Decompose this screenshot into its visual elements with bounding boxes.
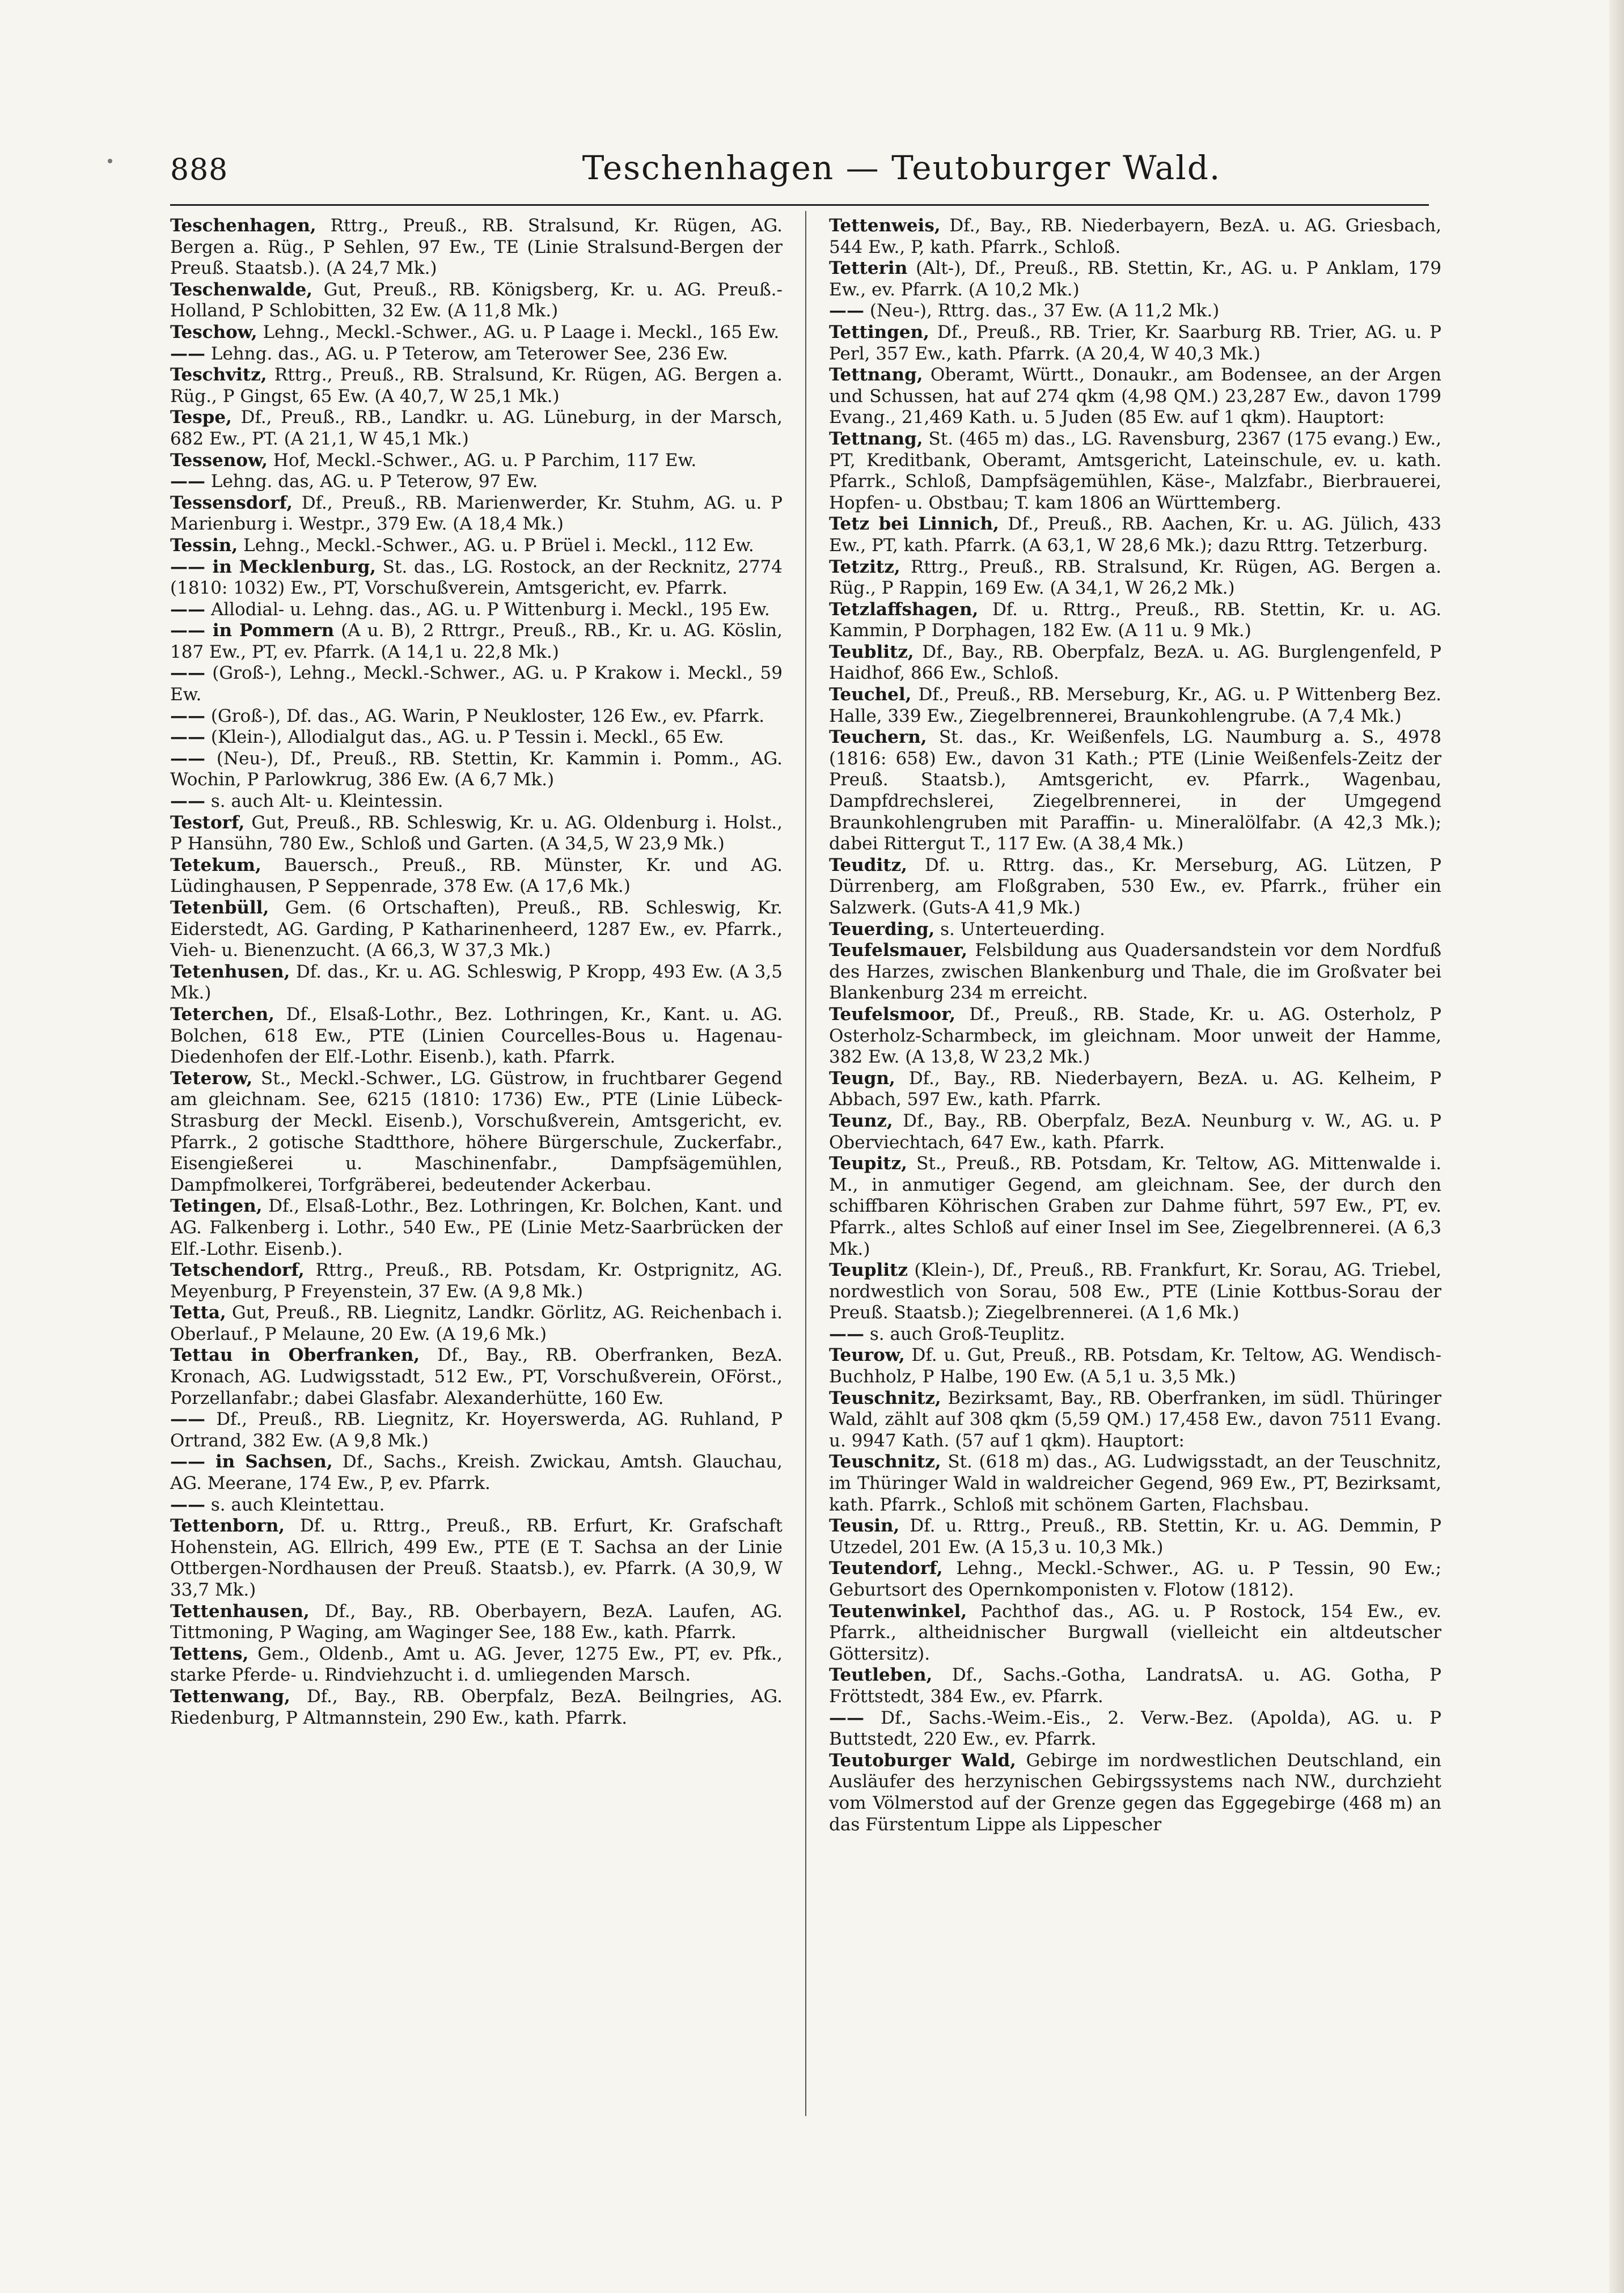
entry-headword: Tettens, <box>170 1643 249 1664</box>
dictionary-entry <box>170 1004 783 1068</box>
entry-headword: Tetenhusen, <box>170 961 290 982</box>
entry-headword: —— <box>170 1409 205 1430</box>
entry-headword: Tetschendorf, <box>170 1260 304 1281</box>
dictionary-entry <box>829 1068 1441 1111</box>
dictionary-entry <box>829 1004 1441 1068</box>
dictionary-entry <box>170 898 783 962</box>
entry-text: Df., Preuß., RB. Marienwerder, Kr. Stuhm, AG. u. P Marienburg i. Westpr., 379 Ew. (A 18,4 Mk.) <box>170 492 783 535</box>
entry-headword: Tetzlaffshagen, <box>829 599 979 620</box>
dictionary-entry <box>170 557 783 599</box>
entry-text: (Klein-), Allodialgut das., AG. u. P Tessin i. Meckl., 65 Ew. <box>205 727 724 748</box>
dictionary-entry <box>170 1068 783 1196</box>
entry-headword: Tetenbüll, <box>170 898 269 918</box>
entry-text: St. das., Kr. Weißenfels, LG. Naumburg a. S., 4978 (1816: 658) Ew., davon 31 Kath.; PTE (Linie Weißenfels-Zeitz der Preuß. Staatsb.), Amtsgericht, ev. Pfarrk., Wagenbau, Dampfdrechslerei, Ziegelbrennerei, in der Umgegend Braunkohlengruben mit Paraffin- u. Mineralölfabr. (A 42,3 Mk.); dabei Rittergut T., 117 Ew. (A 38,4 Mk.) <box>829 727 1441 854</box>
entry-headword: —— <box>170 343 205 364</box>
entry-text: Hof, Meckl.-Schwer., AG. u. P Parchim, 117 Ew. <box>268 450 697 471</box>
entry-text: Df., Bay., RB. Niederbayern, BezA. u. AG. Griesbach, 544 Ew., P, kath. Pfarrk., Schloß. <box>829 215 1441 257</box>
entry-headword: Teufelsmauer, <box>829 940 968 961</box>
entry-headword: Teterchen, <box>170 1004 275 1025</box>
dictionary-entry <box>170 855 783 898</box>
entry-headword: Tettnang, <box>829 428 923 449</box>
dictionary-entry <box>829 322 1441 365</box>
entry-text: Df., Preuß., RB. Aachen, Kr. u. AG. Jülich, 433 Ew., PT, kath. Pfarrk. (A 63,1, W 28,6 Mk.); dazu Rttrg. Tetzerburg. <box>829 514 1441 556</box>
entry-text: (Neu-), Rttrg. das., 37 Ew. (A 11,2 Mk.) <box>864 301 1220 321</box>
column-divider <box>805 211 806 2116</box>
dictionary-entry <box>170 1601 783 1644</box>
entry-text: Df., Elsaß-Lothr., Bez. Lothringen, Kr. Bolchen, Kant. und AG. Falkenberg i. Lothr., 540 Ew., PE (Linie Metz-Saarbrücken der Elf.-Lothr. Eisenb.). <box>170 1196 783 1259</box>
dictionary-entry <box>170 344 783 365</box>
entry-text: Allodial- u. Lehng. das., AG. u. P Wittenburg i. Meckl., 195 Ew. <box>205 599 770 620</box>
dictionary-entry <box>170 280 783 322</box>
entry-text: Df., Elsaß-Lothr., Bez. Lothringen, Kr., Kant. u. AG. Bolchen, 618 Ew., PTE (Linien Courcelles-Bous u. Hagenau-Diedenhofen der Elf.-Lothr. Eisenb.), kath. Pfarrk. <box>170 1004 783 1068</box>
entry-headword: Tettnang, <box>829 365 923 386</box>
entry-headword: Teufelsmoor, <box>829 1004 956 1025</box>
dictionary-entry <box>170 1302 783 1345</box>
entry-headword: Tettingen, <box>829 321 929 342</box>
entry-text: Df., Sachs.-Weim.-Eis., 2. Verw.-Bez. (Apolda), AG. u. P Buttstedt, 220 Ew., ev. Pfarrk. <box>829 1707 1441 1750</box>
entry-text: Df., Preuß., RB. Liegnitz, Kr. Hoyerswerda, AG. Ruhland, P Ortrand, 382 Ew. (A 9,8 Mk.) <box>170 1409 783 1451</box>
entry-headword: Teusin, <box>829 1516 900 1537</box>
running-head: Teschenhagen — Teutoburger Wald. <box>582 149 1221 187</box>
entry-text: s. auch Alt- u. Kleintessin. <box>205 791 443 812</box>
entry-headword: Teuschnitz, <box>829 1452 941 1473</box>
dictionary-entry <box>829 919 1441 941</box>
entry-text: Df., Bay., RB. Oberpfalz, BezA. Beilngries, AG. Riedenburg, P Altmannstein, 290 Ew., kath. Pfarrk. <box>170 1686 783 1728</box>
entry-text: St. (465 m) das., LG. Ravensburg, 2367 (175 evang.) Ew., PT, Kreditbank, Oberamt, Amtsgericht, Lateinschule, ev. u. kath. Pfarrk., Schloß, Dampfsägemühlen, Käse-, Malzfabr., Bierbrauerei, Hopfen- u. Obstbau; T. kam 1806 an Württemberg. <box>829 428 1441 513</box>
dictionary-entry <box>829 684 1441 727</box>
entry-text: Rttrg., Preuß., RB. Stralsund, Kr. Rügen, AG. Bergen a. Rüg., P Sehlen, 97 Ew., TE (Linie Stralsund-Bergen der Preuß. Staatsb.). (A 24,7 Mk.) <box>170 215 783 279</box>
dictionary-entry <box>170 535 783 557</box>
dictionary-entry <box>829 855 1441 919</box>
entry-headword: —— <box>170 748 205 769</box>
entry-text: Df. das., Kr. u. AG. Schleswig, P Kropp, 493 Ew. (A 3,5 Mk.) <box>170 961 783 1004</box>
entry-headword: Teuerding, <box>829 919 935 940</box>
entry-text: (Groß-), Lehng., Meckl.-Schwer., AG. u. P Krakow i. Meckl., 59 Ew. <box>170 663 783 705</box>
dictionary-entry <box>170 791 783 813</box>
entry-text: Gut, Preuß., RB. Königsberg, Kr. u. AG. Preuß.-Holland, P Schlobitten, 32 Ew. (A 11,8 Mk.) <box>170 279 783 321</box>
dictionary-entry <box>829 1708 1441 1750</box>
entry-text: Df. u. Gut, Preuß., RB. Potsdam, Kr. Teltow, AG. Wendisch-Buchholz, P Halbe, 190 Ew. (A 5,1 u. 3,5 Mk.) <box>829 1345 1441 1387</box>
dictionary-entry <box>829 940 1441 1004</box>
entry-headword: Teschvitz, <box>170 365 267 386</box>
entry-headword: Tetingen, <box>170 1196 263 1217</box>
dictionary-entry <box>829 1153 1441 1260</box>
entry-headword: Tessin, <box>170 535 238 556</box>
entry-text: s. auch Kleintettau. <box>205 1494 385 1515</box>
entry-headword: Tessensdorf, <box>170 492 293 513</box>
dictionary-entry <box>170 215 783 280</box>
entry-headword: Teutendorf, <box>829 1558 943 1579</box>
entry-text: Df., Bay., RB. Niederbayern, BezA. u. AG. Kelheim, P Abbach, 597 Ew., kath. Pfarrk. <box>829 1068 1441 1110</box>
entry-text: (Alt-), Df., Preuß., RB. Stettin, Kr., AG. u. P Anklam, 179 Ew., ev. Pfarrk. (A 10,2 Mk.) <box>829 258 1441 300</box>
entry-text: (Klein-), Df., Preuß., RB. Frankfurt, Kr. Sorau, AG. Triebel, nordwestlich von Sorau, 508 Ew., PTE (Linie Kottbus-Sorau der Preuß. Staatsb.); Ziegelbrennerei. (A 1,6 Mk.) <box>829 1260 1441 1323</box>
entry-headword: Tetz bei Linnich, <box>829 514 999 535</box>
entry-text: Df. u. Rttrg. das., Kr. Merseburg, AG. Lützen, P Dürrenberg, am Floßgraben, 530 Ew., ev. Pfarrk., früher ein Salzwerk. (Guts-A 41,9 Mk.) <box>829 854 1441 918</box>
page-edge <box>1609 0 1624 2293</box>
entry-headword: —— <box>170 705 205 726</box>
entry-headword: —— <box>829 1323 864 1344</box>
entry-headword: Tetekum, <box>170 854 261 875</box>
entry-text: s. Unterteuerding. <box>934 919 1105 940</box>
dictionary-entry <box>829 1601 1441 1665</box>
entry-text: Gut, Preuß., RB. Schleswig, Kr. u. AG. Oldenburg i. Holst., P Hansühn, 780 Ew., Schloß und Garten. (A 34,5, W 23,9 Mk.) <box>170 812 783 854</box>
entry-headword: —— <box>829 301 864 321</box>
entry-text: St. das., LG. Rostock, an der Recknitz, 2774 (1810: 1032) Ew., PT, Vorschußverein, Amtsgericht, ev. Pfarrk. <box>170 556 783 599</box>
entry-headword: Tettenhausen, <box>170 1601 310 1622</box>
dictionary-entry <box>829 514 1441 556</box>
dictionary-entry <box>829 365 1441 429</box>
entry-text: Df., Sachs., Kreish. Zwickau, Amtsh. Glauchau, AG. Meerane, 174 Ew., P, ev. Pfarrk. <box>170 1452 783 1494</box>
dictionary-entry <box>170 1345 783 1409</box>
entry-text: Rttrg., Preuß., RB. Stralsund, Kr. Rügen, AG. Bergen a. Rüg., P Rappin, 169 Ew. (A 34,1, W 26,2 Mk.) <box>829 556 1441 599</box>
entry-text: Oberamt, Württ., Donaukr., am Bodensee, an der Argen und Schussen, hat auf 274 qkm (4,98 QM.) 23,287 Ew., davon 1799 Evang., 21,469 Kath. u. 5 Juden (85 Ew. auf 1 qkm). Hauptort: <box>829 365 1441 428</box>
dictionary-entry <box>170 663 783 705</box>
entry-text: Df., Bay., RB. Oberbayern, BezA. Laufen, AG. Tittmoning, P Waging, am Waginger See, 188 Ew., kath. Pfarrk. <box>170 1601 783 1643</box>
dictionary-entry <box>170 322 783 344</box>
entry-headword: Teunz, <box>829 1110 893 1131</box>
dictionary-entry <box>829 215 1441 258</box>
dictionary-entry <box>829 1345 1441 1387</box>
dictionary-entry <box>829 1750 1441 1835</box>
entry-text: Df., Sachs.-Gotha, LandratsA. u. AG. Gotha, P Fröttstedt, 384 Ew., ev. Pfarrk. <box>829 1665 1441 1707</box>
dictionary-entry <box>829 727 1441 855</box>
dictionary-entry <box>829 599 1441 642</box>
entry-text: Df. u. Rttrg., Preuß., RB. Stettin, Kr. u. AG. Demmin, P Utzedel, 201 Ew. (A 15,3 u. 10,3 Mk.) <box>829 1516 1441 1558</box>
dictionary-entry <box>829 1452 1441 1516</box>
entry-text: Df. u. Rttrg., Preuß., RB. Erfurt, Kr. Grafschaft Hohenstein, AG. Ellrich, 499 Ew., PTE (E T. Sachsa an der Linie Ottbergen-Nordhausen der Preuß. Staatsb.), ev. Pfarrk. (A 30,9, W 33,7 Mk.) <box>170 1516 783 1600</box>
dictionary-entry <box>170 727 783 748</box>
entry-text: (A u. B), 2 Rttrgr., Preuß., RB., Kr. u. AG. Köslin, 187 Ew., PT, ev. Pfarrk. (A 14,1 u. 22,8 Mk.) <box>170 620 783 662</box>
entry-text: Df., Preuß., RB. Trier, Kr. Saarburg RB. Trier, AG. u. P Perl, 357 Ew., kath. Pfarrk. (A 20,4, W 40,3 Mk.) <box>829 321 1441 364</box>
entry-text: Df., Bay., RB. Oberfranken, BezA. Kronach, AG. Ludwigsstadt, 512 Ew., PT, Vorschußverein, OFörst., Porzellanfabr.; dabei Glasfabr. Alexanderhütte, 160 Ew. <box>170 1345 783 1408</box>
entry-text: Lehng., Meckl.-Schwer., AG. u. P Brüel i. Meckl., 112 Ew. <box>238 535 754 556</box>
entry-headword: Teutenwinkel, <box>829 1601 967 1622</box>
dictionary-entry <box>829 1388 1441 1452</box>
dictionary-entry <box>170 1516 783 1601</box>
entry-text: (Neu-), Df., Preuß., RB. Stettin, Kr. Kammin i. Pomm., AG. Wochin, P Parlowkrug, 386 Ew. (A 6,7 Mk.) <box>170 748 783 790</box>
dictionary-entry <box>829 258 1441 301</box>
entry-headword: Teuchern, <box>829 727 927 748</box>
entry-headword: Tetta, <box>170 1302 226 1323</box>
dictionary-entry <box>170 1196 783 1260</box>
entry-text: Felsbildung aus Quadersandstein vor dem Nordfuß des Harzes, zwischen Blankenburg und Thale, die im Großvater bei Blankenburg 234 m erreicht. <box>829 940 1441 1004</box>
entry-headword: Teschenhagen, <box>170 215 316 236</box>
entry-headword: —— <box>170 791 205 812</box>
dictionary-entry <box>170 450 783 472</box>
entry-text: (Groß-), Df. das., AG. Warin, P Neukloster, 126 Ew., ev. Pfarrk. <box>205 705 765 726</box>
entry-text: Df., Preuß., RB., Landkr. u. AG. Lüneburg, in der Marsch, 682 Ew., PT. (A 21,1, W 45,1 Mk.) <box>170 407 783 449</box>
dictionary-entry <box>829 1111 1441 1153</box>
entry-headword: —— <box>170 727 205 748</box>
entry-headword: Teuchel, <box>829 684 912 705</box>
entry-headword: Teutoburger Wald, <box>829 1750 1016 1771</box>
entry-text: St., Meckl.-Schwer., LG. Güstrow, in fruchtbarer Gegend am gleichnam. See, 6215 (1810: 1736) Ew., PTE (Linie Lübeck-Strasburg der Meckl. Eisenb.), Vorschußverein, Amtsgericht, ev. Pfarrk., 2 gotische Stadtthore, höhere Bürgerschule, Zuckerfabr., Eisengießerei u. Maschinenfabr., Dampfsägemühlen, Dampfmolkerei, Torfgräberei, bedeutender Ackerbau. <box>170 1068 783 1195</box>
dictionary-entry <box>170 599 783 621</box>
entry-text: St. (618 m) das., AG. Ludwigsstadt, an der Teuschnitz, im Thüringer Wald in waldreicher Gegend, 969 Ew., PT, Bezirksamt, kath. Pfarrk., Schloß mit schönem Garten, Flachsbau. <box>829 1452 1441 1515</box>
entry-text: Rttrg., Preuß., RB. Potsdam, Kr. Ostprignitz, AG. Meyenburg, P Freyenstein, 37 Ew. (A 9,8 Mk.) <box>170 1260 783 1302</box>
entry-headword: Teschenwalde, <box>170 279 313 300</box>
entry-text: Bauersch., Preuß., RB. Münster, Kr. und AG. Lüdinghausen, P Seppenrade, 378 Ew. (A 17,6 Mk.) <box>170 854 783 897</box>
dictionary-entry <box>829 1665 1441 1707</box>
dictionary-entry <box>170 1409 783 1452</box>
entry-headword: Tessenow, <box>170 450 268 471</box>
entry-headword: Teschow, <box>170 321 257 342</box>
dictionary-entry <box>170 365 783 407</box>
entry-text: Df., Bay., RB. Oberpfalz, BezA. u. AG. Burglengenfeld, P Haidhof, 866 Ew., Schloß. <box>829 641 1441 684</box>
dictionary-entry <box>170 471 783 493</box>
dictionary-entry <box>170 407 783 450</box>
entry-text: Gut, Preuß., RB. Liegnitz, Landkr. Görlitz, AG. Reichenbach i. Oberlauf., P Melaune, 20 Ew. (A 19,6 Mk.) <box>170 1302 783 1344</box>
entry-text: Bezirksamt, Bay., RB. Oberfranken, im südl. Thüringer Wald, zählt auf 308 qkm (5,59 QM.) 17,458 Ew., davon 7511 Evang. u. 9947 Kath. (57 auf 1 qkm). Hauptort: <box>829 1387 1441 1451</box>
entry-headword: —— <box>170 663 205 684</box>
dictionary-entry <box>829 642 1441 684</box>
entry-headword: Teublitz, <box>829 641 914 662</box>
entry-headword: —— <box>170 471 205 492</box>
entry-text: Rttrg., Preuß., RB. Stralsund, Kr. Rügen, AG. Bergen a. Rüg., P Gingst, 65 Ew. (A 40,7, W 25,1 Mk.) <box>170 365 783 407</box>
entry-text: s. auch Groß-Teuplitz. <box>864 1323 1065 1344</box>
right-column <box>829 215 1441 1835</box>
dictionary-entry <box>829 1324 1441 1346</box>
entry-text: Df., Preuß., RB. Stade, Kr. u. AG. Osterholz, P Osterholz-Scharmbeck, im gleichnam. Moor unweit der Hamme, 382 Ew. (A 13,8, W 23,2 Mk.) <box>829 1004 1441 1068</box>
entry-headword: —— <box>170 599 205 620</box>
entry-text: Df., Bay., RB. Oberpfalz, BezA. Neunburg v. W., AG. u. P Oberviechtach, 647 Ew., kath. Pfarrk. <box>829 1110 1441 1153</box>
entry-headword: Tetzitz, <box>829 556 900 577</box>
entry-headword: Tettau in Oberfranken, <box>170 1345 420 1366</box>
dictionary-entry <box>170 1495 783 1516</box>
entry-text: Pachthof das., AG. u. P Rostock, 154 Ew., ev. Pfarrk., altheidnischer Burgwall (vielleicht ein altdeutscher Göttersitz). <box>829 1601 1441 1664</box>
entry-headword: Tettenwang, <box>170 1686 290 1707</box>
dictionary-entry <box>829 1260 1441 1324</box>
entry-headword: Tespe, <box>170 407 232 428</box>
entry-headword: Teuditz, <box>829 854 907 875</box>
entry-headword: Teurow, <box>829 1345 905 1366</box>
entry-headword: Teterow, <box>170 1068 253 1089</box>
dictionary-entry <box>170 493 783 535</box>
entry-text: Lehng., Meckl.-Schwer., AG. u. P Laage i. Meckl., 165 Ew. <box>257 321 780 342</box>
dictionary-entry <box>170 748 783 791</box>
dictionary-entry <box>170 1644 783 1686</box>
entry-headword: Testorf, <box>170 812 245 833</box>
dictionary-entry <box>170 620 783 663</box>
entry-headword: Tettenweis, <box>829 215 941 236</box>
dictionary-entry <box>170 962 783 1004</box>
dictionary-entry <box>170 1260 783 1302</box>
entry-text: Gem., Oldenb., Amt u. AG. Jever, 1275 Ew., PT, ev. Pfk., starke Pferde- u. Rindviehzucht i. d. umliegenden Marsch. <box>170 1643 783 1686</box>
page-number: 888 <box>170 153 229 187</box>
entry-headword: —— <box>829 1707 864 1728</box>
dictionary-entry <box>829 301 1441 322</box>
entry-text: St., Preuß., RB. Potsdam, Kr. Teltow, AG. Mittenwalde i. M., in anmutiger Gegend, am gleichnam. See, der durch den schiffbaren Köhrischen Graben zur Dahme führt, 597 Ew., PT, ev. Pfarrk., altes Schloß auf einer Insel im See, Ziegelbrennerei. (A 6,3 Mk.) <box>829 1153 1441 1259</box>
dictionary-entry <box>170 813 783 855</box>
dictionary-entry <box>829 429 1441 514</box>
left-column <box>170 215 783 1729</box>
dictionary-entry <box>829 557 1441 599</box>
entry-headword: Teuplitz <box>829 1260 908 1281</box>
entry-headword: —— in Sachsen, <box>170 1452 333 1473</box>
entry-headword: Tetterin <box>829 258 908 279</box>
entry-headword: Teugn, <box>829 1068 895 1089</box>
entry-text: Gebirge im nordwestlichen Deutschland, ein Ausläufer des herzynischen Gebirgssystems nach NW., durchzieht vom Völmerstod auf der Grenze gegen das Eggegebirge (468 m) an das Fürstentum Lippe als Lippescher <box>829 1750 1442 1835</box>
entry-text: Lehng., Meckl.-Schwer., AG. u. P Tessin, 90 Ew.; Geburtsort des Opernkomponisten v. Flotow (1812). <box>829 1558 1441 1600</box>
dictionary-entry <box>170 706 783 727</box>
entry-text: Lehng. das., AG. u. P Teterow, am Teterower See, 236 Ew. <box>205 343 728 364</box>
entry-headword: Teutleben, <box>829 1665 933 1686</box>
entry-text: Df. u. Rttrg., Preuß., RB. Stettin, Kr. u. AG. Kammin, P Dorphagen, 182 Ew. (A 11 u. 9 Mk.) <box>829 599 1441 641</box>
header-rule <box>170 204 1429 206</box>
entry-headword: Tettenborn, <box>170 1516 285 1537</box>
entry-headword: —— <box>170 1494 205 1515</box>
entry-headword: Teuschnitz, <box>829 1387 941 1408</box>
dictionary-entry <box>829 1558 1441 1601</box>
entry-text: Gem. (6 Ortschaften), Preuß., RB. Schleswig, Kr. Eiderstedt, AG. Garding, P Katharinenheerd, 1287 Ew., ev. Pfarrk., Vieh- u. Bienenzucht. (A 66,3, W 37,3 Mk.) <box>170 898 783 961</box>
dictionary-entry <box>170 1686 783 1729</box>
dictionary-entry <box>829 1516 1441 1558</box>
entry-headword: Teupitz, <box>829 1153 907 1174</box>
dictionary-entry <box>170 1452 783 1494</box>
entry-text: Df., Preuß., RB. Merseburg, Kr., AG. u. P Wittenberg Bez. Halle, 339 Ew., Ziegelbrennerei, Braunkohlengrube. (A 7,4 Mk.) <box>829 684 1441 726</box>
print-speck <box>108 159 112 163</box>
entry-text: Lehng. das, AG. u. P Teterow, 97 Ew. <box>205 471 538 492</box>
entry-headword: —— in Pommern <box>170 620 335 641</box>
entry-headword: —— in Mecklenburg, <box>170 556 377 577</box>
